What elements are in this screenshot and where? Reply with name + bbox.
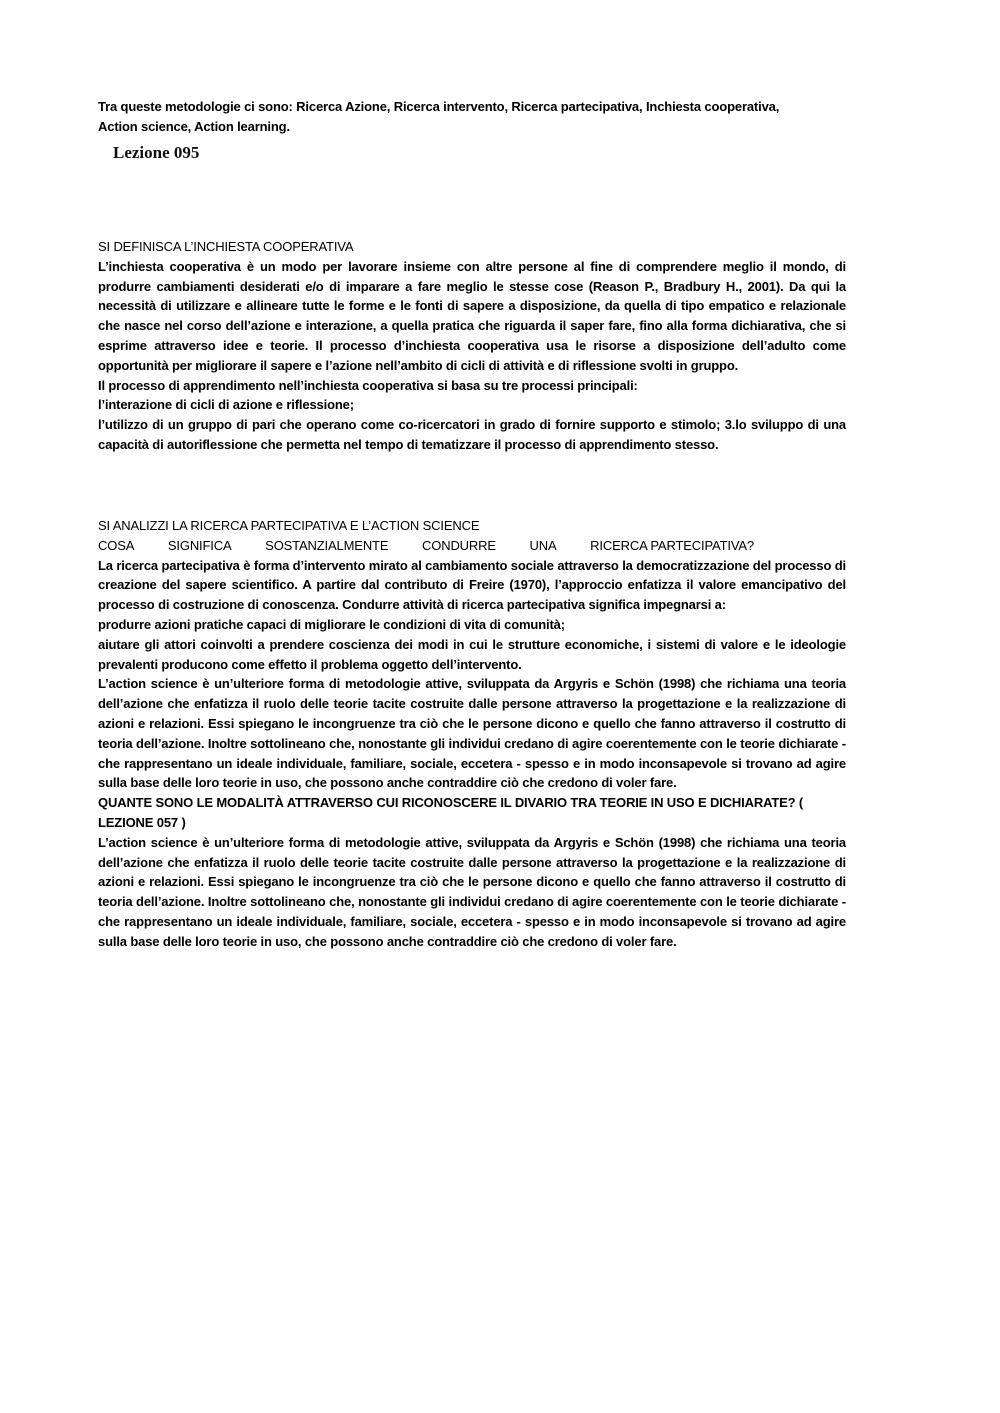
paragraph: Il processo di apprendimento nell’inchiesta cooperativa si basa su tre processi principali:: [98, 377, 638, 393]
question-line: [98, 536, 754, 556]
question-word: CONDURRE: [422, 537, 496, 553]
section-participatory-research: [98, 516, 846, 952]
intro-line-2: Action science, Action learning.: [98, 118, 290, 134]
paragraph: L’action science è un’ulteriore forma di metodologie attive, sviluppata da Argyris e Schön (1998) che richiama una teoria dell’azione che enfatizza il ruolo delle teorie tacite costruite dalle persone attraverso la progettazione e la realizzazione di azioni e relazioni. Essi spiegano le incongruenze tra ciò che le persone dicono e quello che fanno attraverso il costrutto di teoria dell’azione. Inoltre sottolineano che, nonostante gli individui credano di agire coerentemente con le teorie dichiarate - che rappresentano un ideale individuale, familiare, sociale, eccetera - spesso e in modo inconsapevole si trovano ad agire sulla base delle loro teorie in uso, che possono anche contraddire ciò che credono di voler fare.: [98, 834, 846, 949]
question-word: COSA: [98, 537, 135, 553]
question-word: RICERCA PARTECIPATIVA?: [590, 537, 754, 553]
section-cooperative-inquiry: [98, 237, 846, 455]
question-heading: QUANTE SONO LE MODALITÀ ATTRAVERSO CUI RICONOSCERE IL DIVARIO TRA TEORIE IN USO E DICHIARATE? ( LEZIONE 057 ): [98, 795, 804, 830]
paragraph: l’interazione di cicli di azione e riflessione;: [98, 397, 354, 413]
paragraph: produrre azioni pratiche capaci di migliorare le condizioni di vita di comunità;: [98, 616, 565, 632]
paragraph: La ricerca partecipativa è forma d’intervento mirato al cambiamento sociale attraverso la democratizzazione del processo di creazione del sapere scientifico. A partire dal contributo di Freire (1970), l’approccio enfatizza il valore emancipativo del processo di costruzione di conoscenza. Condurre attività di ricerca partecipativa significa impegnarsi a:: [98, 557, 846, 613]
intro-line-1: Tra queste metodologie ci sono: Ricerca Azione, Ricerca intervento, Ricerca partecipativa, Inchiesta cooperativa,: [98, 99, 780, 114]
section-heading: SI DEFINISCA L’INCHIESTA COOPERATIVA: [98, 239, 354, 254]
question-word: UNA: [529, 537, 557, 553]
question-word: SOSTANZIALMENTE: [265, 537, 389, 553]
intro-block: [98, 97, 846, 137]
section-heading: SI ANALIZZI LA RICERCA PARTECIPATIVA E L’ACTION SCIENCE: [98, 518, 480, 533]
paragraph: aiutare gli attori coinvolti a prendere coscienza dei modi in cui le strutture economiche, i sistemi di valore e le ideologie prevalenti producono come effetto il problema oggetto dell’intervento.: [98, 636, 846, 672]
paragraph: L’inchiesta cooperativa è un modo per lavorare insieme con altre persone al fine di comprendere meglio il mondo, di produrre cambiamenti desiderati e/o di imparare a fare meglio le stesse cose (Reason P., Bradbury H., 2001). Da qui la necessità di utilizzare e allineare tutte le forme e le fonti di sapere a disposizione, da quella di tipo empatico e relazionale che nasce nel corso dell’azione e interazione, a quella pratica che riguarda il saper fare, fino alla forma dichiarativa, che si esprime attraverso idee e teorie. Il processo d’inchiesta cooperativa usa le risorse a disposizione dell’adulto come opportunità per migliorare il sapere e l’azione nell’ambito di cicli di attività e di riflessione svolti in gruppo.: [98, 258, 846, 373]
question-word: SIGNIFICA: [167, 537, 232, 553]
paragraph: l’utilizzo di un gruppo di pari che operano come co-ricercatori in grado di fornire supporto e stimolo; 3.lo sviluppo di una capacità di autoriflessione che permetta nel tempo di tematizzare il processo di apprendimento stesso.: [98, 417, 846, 452]
paragraph: L’action science è un’ulteriore forma di metodologie attive, sviluppata da Argyris e Schön (1998) che richiama una teoria dell’azione che enfatizza il ruolo delle teorie tacite costruite dalle persone attraverso la progettazione e la realizzazione di azioni e relazioni. Essi spiegano le incongruenze tra ciò che le persone dicono e quello che fanno attraverso il costrutto di teoria dell’azione. Inoltre sottolineano che, nonostante gli individui credano di agire coerentemente con le teorie dichiarate - che rappresentano un ideale individuale, familiare, sociale, eccetera - spesso e in modo inconsapevole si trovano ad agire sulla base delle loro teorie in uso, che possono anche contraddire ciò che credono di voler fare.: [98, 676, 846, 791]
lesson-label: Lezione 095: [113, 143, 200, 162]
